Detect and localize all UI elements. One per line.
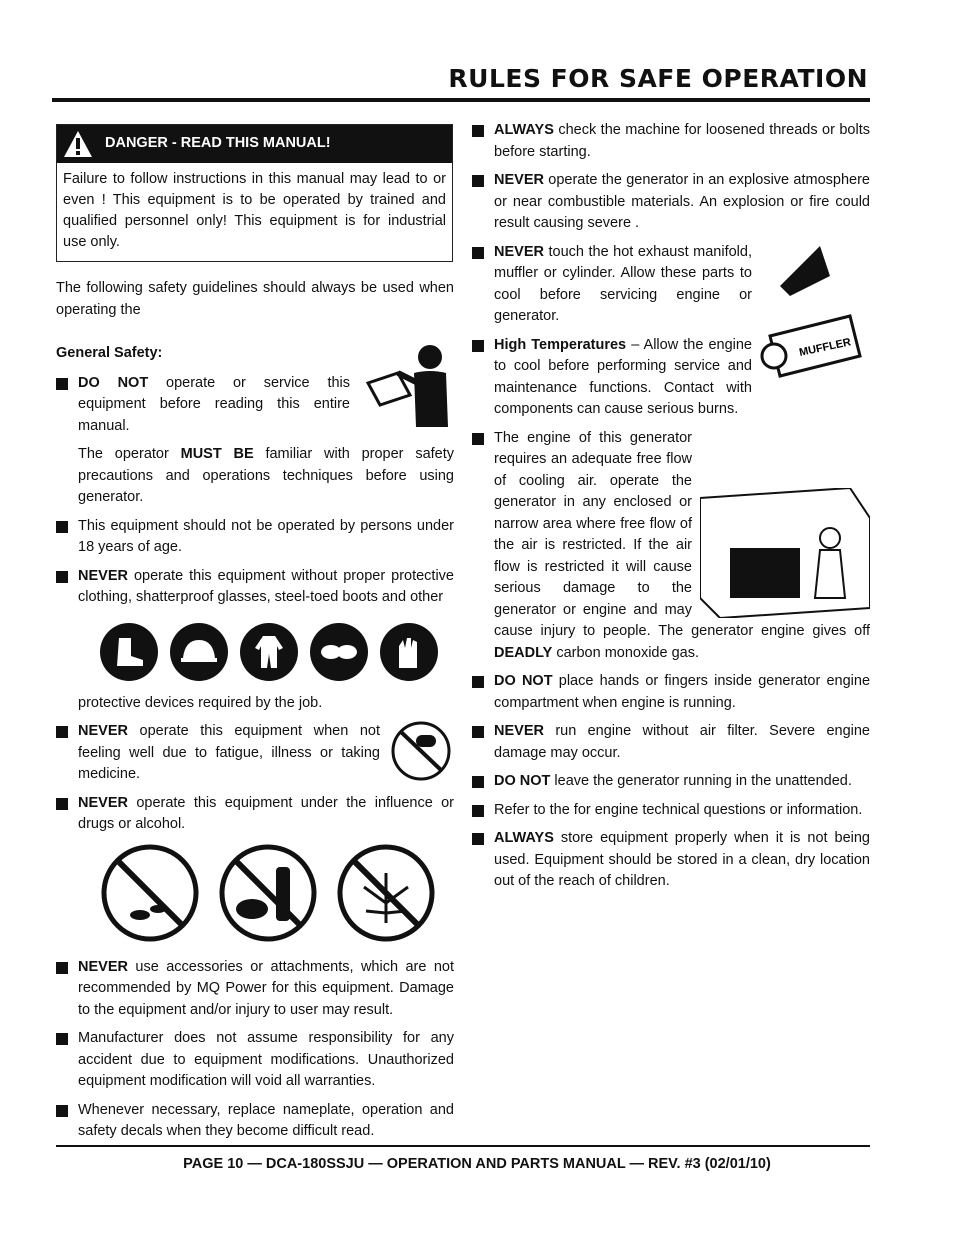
enclosed-generator-icon <box>700 488 870 618</box>
bullet-text: carbon monoxide gas. <box>556 644 699 661</box>
bullet-text: check the machine for loosened threads or bolts before starting. <box>494 122 870 160</box>
bullet-text: place hands or fingers inside generator engine compartment when engine is running. <box>494 673 871 711</box>
emphasis: NEVER <box>78 567 128 584</box>
bullet-text: store equipment properly when it is not being used. Equipment should be stored in a clean, dry location out of the reach of children. <box>494 830 870 889</box>
bullet-text: operate or service this equipment before reading this entire manual. <box>78 374 351 434</box>
bullet-text: The engine of this generator requires an adequate free flow of cooling air. operate the generator in any enclosed or narrow area where free flow of the air is restricted. If the air flow is restricted it will cause serious damage to the generator or engine and may cause injury to people. The generator engine gives off <box>494 429 870 639</box>
para-text: The operator <box>78 446 169 462</box>
safety-glasses-icon <box>310 623 368 681</box>
hard-hat-icon <box>170 623 228 681</box>
list-item <box>472 120 870 163</box>
emphasis: NEVER <box>494 723 544 739</box>
list-item <box>56 721 454 786</box>
bullet-text: operate this equipment under the influence or drugs or alcohol. <box>78 794 454 832</box>
title-rule <box>52 98 870 102</box>
list-item <box>472 170 870 235</box>
bullet-text: This equipment should not be operated by persons under 18 years of age. <box>78 517 454 555</box>
bullet-text: Whenever necessary, replace nameplate, operation and safety decals when they become difficult read. <box>78 1101 454 1139</box>
bullet-square-icon <box>472 433 484 445</box>
bullet-square-icon <box>56 571 68 583</box>
bullet-square-icon <box>472 175 484 187</box>
prohibition-icon-row <box>56 843 454 943</box>
emphasis: ALWAYS <box>494 122 554 138</box>
page-title: RULES FOR SAFE OPERATION <box>448 64 868 93</box>
list-item <box>472 242 870 328</box>
list-item <box>472 771 870 793</box>
list-item <box>472 671 870 714</box>
list-item <box>472 335 870 421</box>
danger-header <box>57 125 452 163</box>
emphasis: NEVER <box>494 243 544 260</box>
footer-rule <box>56 1145 870 1147</box>
list-item <box>56 566 454 609</box>
list-item <box>472 828 870 893</box>
no-alcohol-icon <box>218 843 318 943</box>
para-text: familiar with proper safety precautions and operations techniques before using generator. <box>78 446 455 505</box>
emphasis: DO NOT <box>78 374 149 391</box>
no-drugs-icon <box>100 843 200 943</box>
no-marijuana-icon <box>336 843 436 943</box>
emphasis: ALWAYS <box>494 830 554 846</box>
list-item <box>472 721 870 764</box>
bullet-text: run engine without air filter. Severe engine damage may occur. <box>494 723 870 761</box>
bullet-square-icon <box>56 521 68 533</box>
paragraph <box>56 444 454 509</box>
warning-triangle-icon <box>63 130 93 158</box>
bullet-square-icon <box>472 726 484 738</box>
section-heading-general: General Safety: <box>56 345 163 361</box>
bullet-square-icon <box>472 776 484 788</box>
bullet-square-icon <box>56 378 68 390</box>
emphasis: MUST BE <box>180 446 254 462</box>
bullet-square-icon <box>56 1105 68 1117</box>
emphasis: DEADLY <box>494 644 553 661</box>
bullet-square-icon <box>472 676 484 688</box>
bullet-square-icon <box>472 125 484 137</box>
bullet-text: leave the generator running in the unattended. <box>554 773 852 789</box>
bullet-text: touch the hot exhaust manifold, muffler or cylinder. Allow these parts to cool before servicing engine or generator. <box>494 243 752 324</box>
bullet-square-icon <box>56 798 68 810</box>
coveralls-icon <box>240 623 298 681</box>
bullet-square-icon <box>56 1033 68 1045</box>
boot-icon <box>100 623 158 681</box>
emphasis: High Temperatures <box>494 336 627 353</box>
list-item <box>472 800 870 822</box>
page-footer: PAGE 10 — DCA-180SSJU — OPERATION AND PARTS MANUAL — REV. #3 (02/01/10) <box>183 1156 771 1172</box>
bullet-square-icon <box>56 726 68 738</box>
emphasis: DO NOT <box>494 773 551 789</box>
ppe-icon-row <box>56 623 454 681</box>
list-item <box>56 957 454 1022</box>
emphasis: DO NOT <box>494 673 553 689</box>
bullet-text: Refer to the for engine technical questions or information. <box>494 801 863 818</box>
bullet-text: operate this equipment without proper protective clothing, shatterproof glasses, steel-toed boots and other <box>78 567 454 605</box>
bullet-text: use accessories or attachments, which are not recommended by MQ Power for this equipment. Damage to the equipment and/or injury to user may result. <box>78 958 455 1018</box>
bullet-square-icon <box>472 805 484 817</box>
gloves-icon <box>380 623 438 681</box>
bullet-square-icon <box>472 247 484 259</box>
bullet-text: – Allow the engine to cool before performing service and maintenance functions. Contact with components can cause serious burns. <box>494 336 752 417</box>
list-item <box>56 1100 454 1143</box>
emphasis: NEVER <box>78 723 128 739</box>
right-column <box>472 120 870 900</box>
left-column <box>56 124 454 1150</box>
intro-text: The following safety guidelines should always be used when operating the <box>56 280 454 318</box>
bullet-square-icon <box>56 962 68 974</box>
list-item <box>56 516 454 559</box>
bullet-text: operate the generator in an explosive atmosphere or near combustible materials. An explosion or fire could result causing severe . <box>494 172 870 231</box>
emphasis: NEVER <box>494 172 544 188</box>
list-item <box>56 1028 454 1093</box>
muffler-label: MUFFLER <box>798 335 853 359</box>
emphasis: NEVER <box>78 794 128 811</box>
bullet-square-icon <box>472 833 484 845</box>
bullet-square-icon <box>472 340 484 352</box>
bullet-text: operate this equipment when not feeling well due to fatigue, illness or taking medicine. <box>78 723 380 782</box>
list-item <box>56 373 454 438</box>
emphasis: NEVER <box>78 958 128 975</box>
paragraph: protective devices required by the job. <box>78 694 323 711</box>
danger-body: Failure to follow instructions in this manual may lead to or even ! This equipment is to be operated by trained and qualified personnel only! This equipment is for industrial use only. <box>63 171 446 250</box>
list-item <box>56 793 454 836</box>
danger-label: DANGER - READ THIS MANUAL! <box>105 135 331 152</box>
bullet-text: Manufacturer does not assume responsibility for any accident due to equipment modifications. Unauthorized equipment modification will void all warranties. <box>78 1030 454 1089</box>
list-item <box>472 428 870 665</box>
danger-box <box>56 124 453 262</box>
